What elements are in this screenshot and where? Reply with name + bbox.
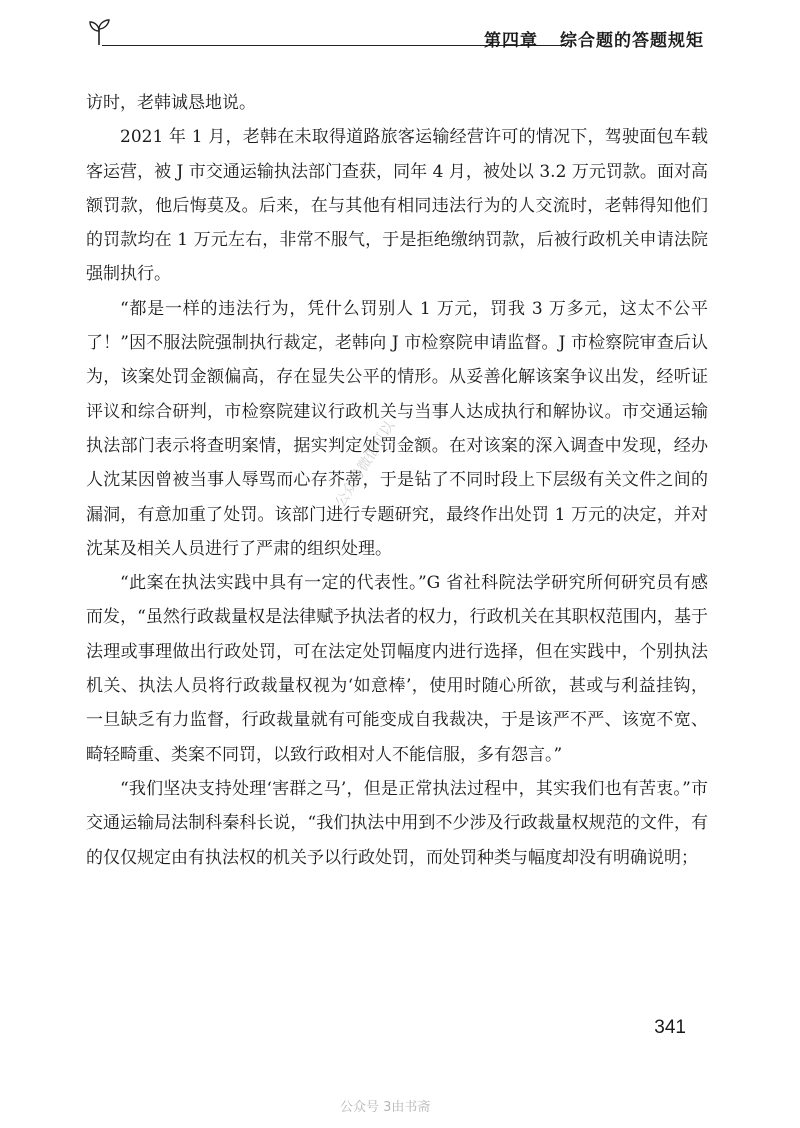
paragraph: 2021 年 1 月，老韩在未取得道路旅客运输经营许可的情况下，驾驶面包车载客运营，被 J 市交通运输执法部门查获，同年 4 月，被处以 3.2 万元罚款。面对高额罚款，他后悔莫及。后来，在与其他有相同违法行为的人交流时，老韩得知他们的罚款均在 1 万元左右，非常不服气，于是拒绝缴纳罚款，后被行政机关申请法院强制执行。 [86,127,708,285]
paragraph: “都是一样的违法行为，凭什么罚别人 1 万元，罚我 3 万多元，这太不公平了！”因不服法院强制执行裁定，老韩向 J 市检察院申请监督。J 市检察院审查后认为，该案处罚金额偏高，存在显失公平的情形。从妥善化解该案争议出发，经听证评议和综合研判，市检察院建议行政机关与当事人达成执行和解协议。市交通运输执法部门表示将查明案情，据实判定处罚金额。在对该案的深入调查中发现，经办人沈某因曾被当事人辱骂而心存芥蒂，于是钻了不同时段上下层级有关文件之间的漏洞，有意加重了处罚。该部门进行专题研究，最终作出处罚 1 万元的决定，并对沈某及相关人员进行了严肃的组织处理。 [86,298,708,559]
chapter-title [484,26,704,51]
paragraph: “我们坚决支持处理‘害群之马’，但是正常执法过程中，其实我们也有苦衷。”市交通运输局法制科秦科长说，“我们执法中用到不少涉及行政裁量权规范的文件，有的仅仅规定由有执法权的机关予以行政处罚，而处罚种类与幅度却没有明确说明； [86,778,708,868]
page-body [86,86,708,875]
footer-watermark: 公众号 3由书斋 [340,1100,431,1115]
page-number: 341 [654,1017,686,1038]
chapter-name: 综合题的答题规矩 [560,31,704,51]
sprout-icon [84,16,114,46]
paragraph: “此案在执法实践中具有一定的代表性。”G 省社科院法学研究所何研究员有感而发，“虽然行政裁量权是法律赋予执法者的权力，行政机关在其职权范围内，基于法理或事理做出行政处罚，可在法定处罚幅度内进行选择，但在实践中，个别执法机关、执法人员将行政裁量权视为‘如意棒’，使用时随心所欲，甚或与利益挂钩，一旦缺乏有力监督，行政裁量就有可能变成自我裁决，于是该严不严、该宽不宽、畸轻畸重、类案不同罚，以致行政相对人不能信服，多有怨言。” [86,573,708,765]
chapter-label: 第四章 [484,31,538,51]
running-header [84,14,704,54]
paragraph: 访时，老韩诚恳地说。 [86,93,256,113]
watermark: 公众号微信可以 [332,418,399,511]
